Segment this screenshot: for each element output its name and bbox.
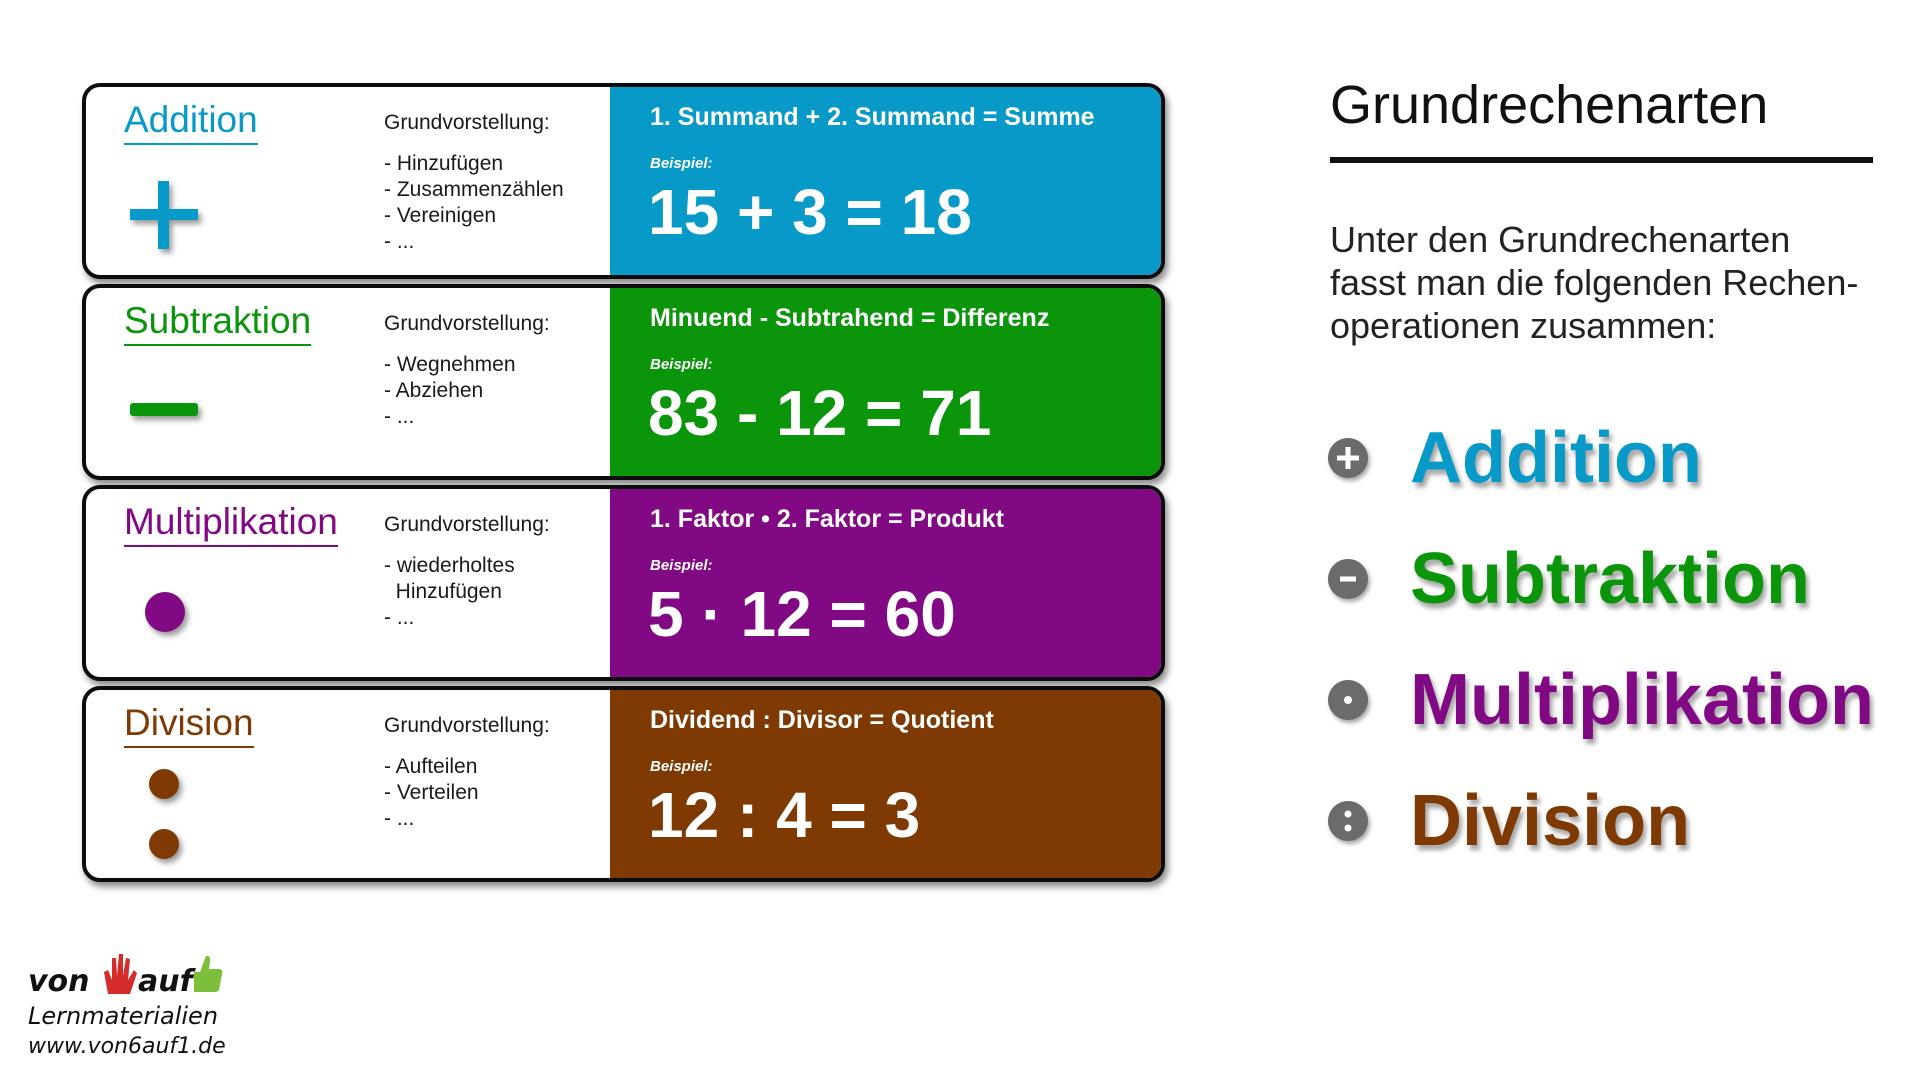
addition-info-panel [86, 87, 610, 275]
list-item: - Wegnehmen [384, 353, 516, 376]
subtraktion-info-panel [86, 288, 610, 476]
multiplikation-info-panel [86, 489, 610, 677]
list-item: - ... [384, 606, 415, 629]
plus-icon [126, 177, 202, 253]
title-underline [1330, 157, 1873, 163]
grundvorstellung-list [384, 553, 515, 631]
hand-six-icon [100, 950, 140, 998]
list-item: - Verteilen [384, 781, 479, 804]
addition-title: Addition [124, 99, 258, 145]
intro-line: operationen zusammen: [1330, 305, 1717, 346]
addition-card [82, 83, 1165, 279]
division-info-panel [86, 690, 610, 878]
multiplikation-example: 5 · 12 = 60 [648, 578, 956, 650]
multiplikation-title: Multiplikation [124, 501, 338, 547]
grundvorstellung-list [384, 352, 516, 430]
list-item: - Aufteilen [384, 755, 478, 778]
beispiel-label: Beispiel: [650, 155, 713, 172]
grundvorstellung-label: Grundvorstellung: [384, 513, 550, 536]
grundvorstellung-label: Grundvorstellung: [384, 714, 550, 737]
division-title: Division [124, 702, 254, 748]
thumbs-up-icon [188, 952, 224, 994]
beispiel-label: Beispiel: [650, 758, 713, 775]
summary-label-multiplikation: Multiplikation [1410, 660, 1874, 740]
division-formula: Dividend : Divisor = Quotient [650, 706, 994, 734]
addition-formula-panel [610, 87, 1161, 275]
list-item: - ... [384, 230, 415, 253]
colon-icon [146, 766, 182, 862]
addition-example: 15 + 3 = 18 [648, 176, 972, 248]
subtraktion-example: 83 - 12 = 71 [648, 377, 992, 449]
subtraktion-card [82, 284, 1165, 480]
division-example: 12 : 4 = 3 [648, 779, 921, 851]
list-item: Hinzufügen [384, 580, 502, 603]
summary-label-addition: Addition [1410, 418, 1702, 498]
summary-label-division: Division [1410, 781, 1691, 861]
logo-url: www.von6auf1.de [28, 1034, 226, 1059]
subtraktion-formula: Minuend - Subtrahend = Differenz [650, 304, 1050, 332]
division-card [82, 686, 1165, 882]
dot-icon [142, 589, 188, 635]
page-title: Grundrechenarten [1330, 75, 1769, 135]
dot-bullet-icon [1328, 680, 1368, 720]
intro-text [1330, 218, 1890, 347]
intro-line: Unter den Grundrechenarten [1330, 219, 1791, 260]
beispiel-label: Beispiel: [650, 557, 713, 574]
subtraktion-formula-panel [610, 288, 1161, 476]
list-item: - Hinzufügen [384, 152, 504, 175]
colon-bullet-icon [1328, 801, 1368, 841]
brand-logo [28, 950, 228, 1070]
logo-text-von: von [28, 964, 90, 999]
list-item: - Abziehen [384, 379, 484, 402]
plus-bullet-icon [1328, 438, 1368, 478]
addition-formula: 1. Summand + 2. Summand = Summe [650, 103, 1095, 131]
summary-label-subtraktion: Subtraktion [1410, 539, 1811, 619]
list-item: - ... [384, 405, 415, 428]
list-item: - ... [384, 807, 415, 830]
minus-icon [128, 398, 200, 422]
division-formula-panel [610, 690, 1161, 878]
list-item: - Zusammenzählen [384, 178, 564, 201]
multiplikation-card [82, 485, 1165, 681]
intro-line: fasst man die folgenden Rechen- [1330, 262, 1859, 303]
logo-text-auf: auf [138, 964, 193, 999]
multiplikation-formula-panel [610, 489, 1161, 677]
beispiel-label: Beispiel: [650, 356, 713, 373]
grundvorstellung-list [384, 151, 564, 255]
logo-subtitle: Lernmaterialien [28, 1002, 219, 1030]
grundvorstellung-label: Grundvorstellung: [384, 312, 550, 335]
grundvorstellung-list [384, 754, 479, 832]
minus-bullet-icon [1328, 559, 1368, 599]
multiplikation-formula: 1. Faktor • 2. Faktor = Produkt [650, 505, 1004, 533]
subtraktion-title: Subtraktion [124, 300, 311, 346]
list-item: - Vereinigen [384, 204, 497, 227]
grundvorstellung-label: Grundvorstellung: [384, 111, 550, 134]
list-item: - wiederholtes [384, 554, 515, 577]
